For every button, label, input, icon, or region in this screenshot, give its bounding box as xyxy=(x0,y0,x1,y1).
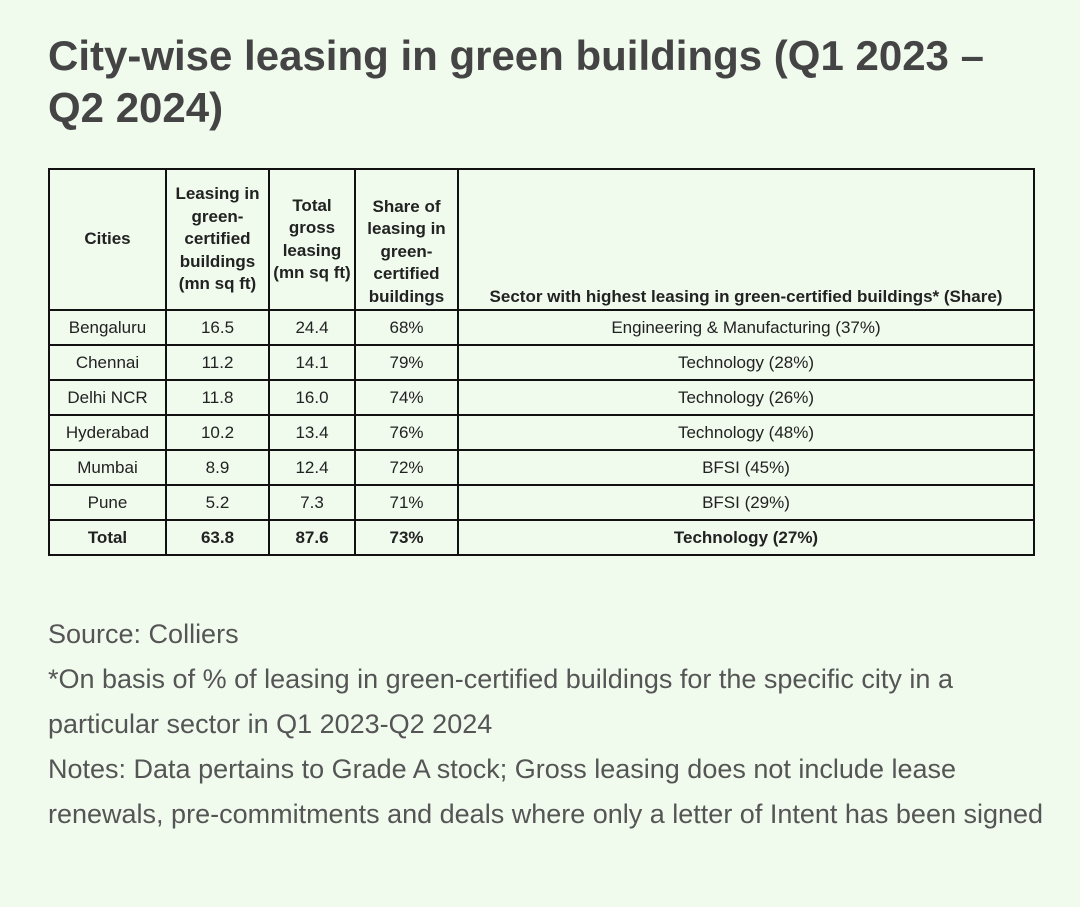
cell-city: Bengaluru xyxy=(49,310,166,345)
cell-sector: Technology (26%) xyxy=(458,380,1034,415)
table-total-row xyxy=(49,520,1034,555)
cell-city: Mumbai xyxy=(49,450,166,485)
header-sector: Sector with highest leasing in green-certified buildings* (Share) xyxy=(458,169,1034,310)
cell-sector: Technology (48%) xyxy=(458,415,1034,450)
cell-sector: Engineering & Manufacturing (37%) xyxy=(458,310,1034,345)
cell-city: Hyderabad xyxy=(49,415,166,450)
notes-text: Notes: Data pertains to Grade A stock; Gross leasing does not include lease renewals, pre-commitments and deals where only a letter of Intent has been signed xyxy=(48,754,1044,829)
cell-share: 79% xyxy=(355,345,458,380)
cell-sector: BFSI (29%) xyxy=(458,485,1034,520)
cell-city: Chennai xyxy=(49,345,166,380)
cell-total-gross-leasing: 87.6 xyxy=(269,520,355,555)
page-title: City-wise leasing in green buildings (Q1 2023 – Q2 2024) xyxy=(48,32,984,131)
cell-green-leasing: 11.8 xyxy=(166,380,269,415)
table-row xyxy=(49,380,1034,415)
header-share: Share of leasing in green-certified buildings xyxy=(355,169,458,310)
cell-sector: BFSI (45%) xyxy=(458,450,1034,485)
cell-share: 76% xyxy=(355,415,458,450)
header-cities: Cities xyxy=(49,169,166,310)
cell-green-leasing: 10.2 xyxy=(166,415,269,450)
cell-total-leasing: 13.4 xyxy=(269,415,355,450)
cell-total-sector: Technology (27%) xyxy=(458,520,1034,555)
table-row xyxy=(49,345,1034,380)
cell-total-label: Total xyxy=(49,520,166,555)
footer-notes xyxy=(48,612,1048,837)
table-row xyxy=(49,485,1034,520)
cell-total-green-leasing: 63.8 xyxy=(166,520,269,555)
cell-share: 72% xyxy=(355,450,458,485)
table-row xyxy=(49,310,1034,345)
cell-total-share: 73% xyxy=(355,520,458,555)
cell-share: 68% xyxy=(355,310,458,345)
header-green-leasing: Leasing in green-certified buildings (mn sq ft) xyxy=(166,169,269,310)
source-text: Source: Colliers xyxy=(48,619,239,649)
cell-total-leasing: 24.4 xyxy=(269,310,355,345)
cell-share: 74% xyxy=(355,380,458,415)
leasing-table xyxy=(48,168,1035,556)
cell-green-leasing: 8.9 xyxy=(166,450,269,485)
cell-total-leasing: 16.0 xyxy=(269,380,355,415)
cell-total-leasing: 12.4 xyxy=(269,450,355,485)
table-row xyxy=(49,415,1034,450)
cell-green-leasing: 5.2 xyxy=(166,485,269,520)
table-header-row xyxy=(49,169,1034,310)
table-row xyxy=(49,450,1034,485)
footnote-text: *On basis of % of leasing in green-certified buildings for the specific city in a particular sector in Q1 2023-Q2 2024 xyxy=(48,664,953,739)
cell-total-leasing: 14.1 xyxy=(269,345,355,380)
cell-total-leasing: 7.3 xyxy=(269,485,355,520)
cell-green-leasing: 16.5 xyxy=(166,310,269,345)
header-total-leasing: Total gross leasing (mn sq ft) xyxy=(269,169,355,310)
cell-green-leasing: 11.2 xyxy=(166,345,269,380)
cell-share: 71% xyxy=(355,485,458,520)
cell-city: Delhi NCR xyxy=(49,380,166,415)
cell-city: Pune xyxy=(49,485,166,520)
cell-sector: Technology (28%) xyxy=(458,345,1034,380)
